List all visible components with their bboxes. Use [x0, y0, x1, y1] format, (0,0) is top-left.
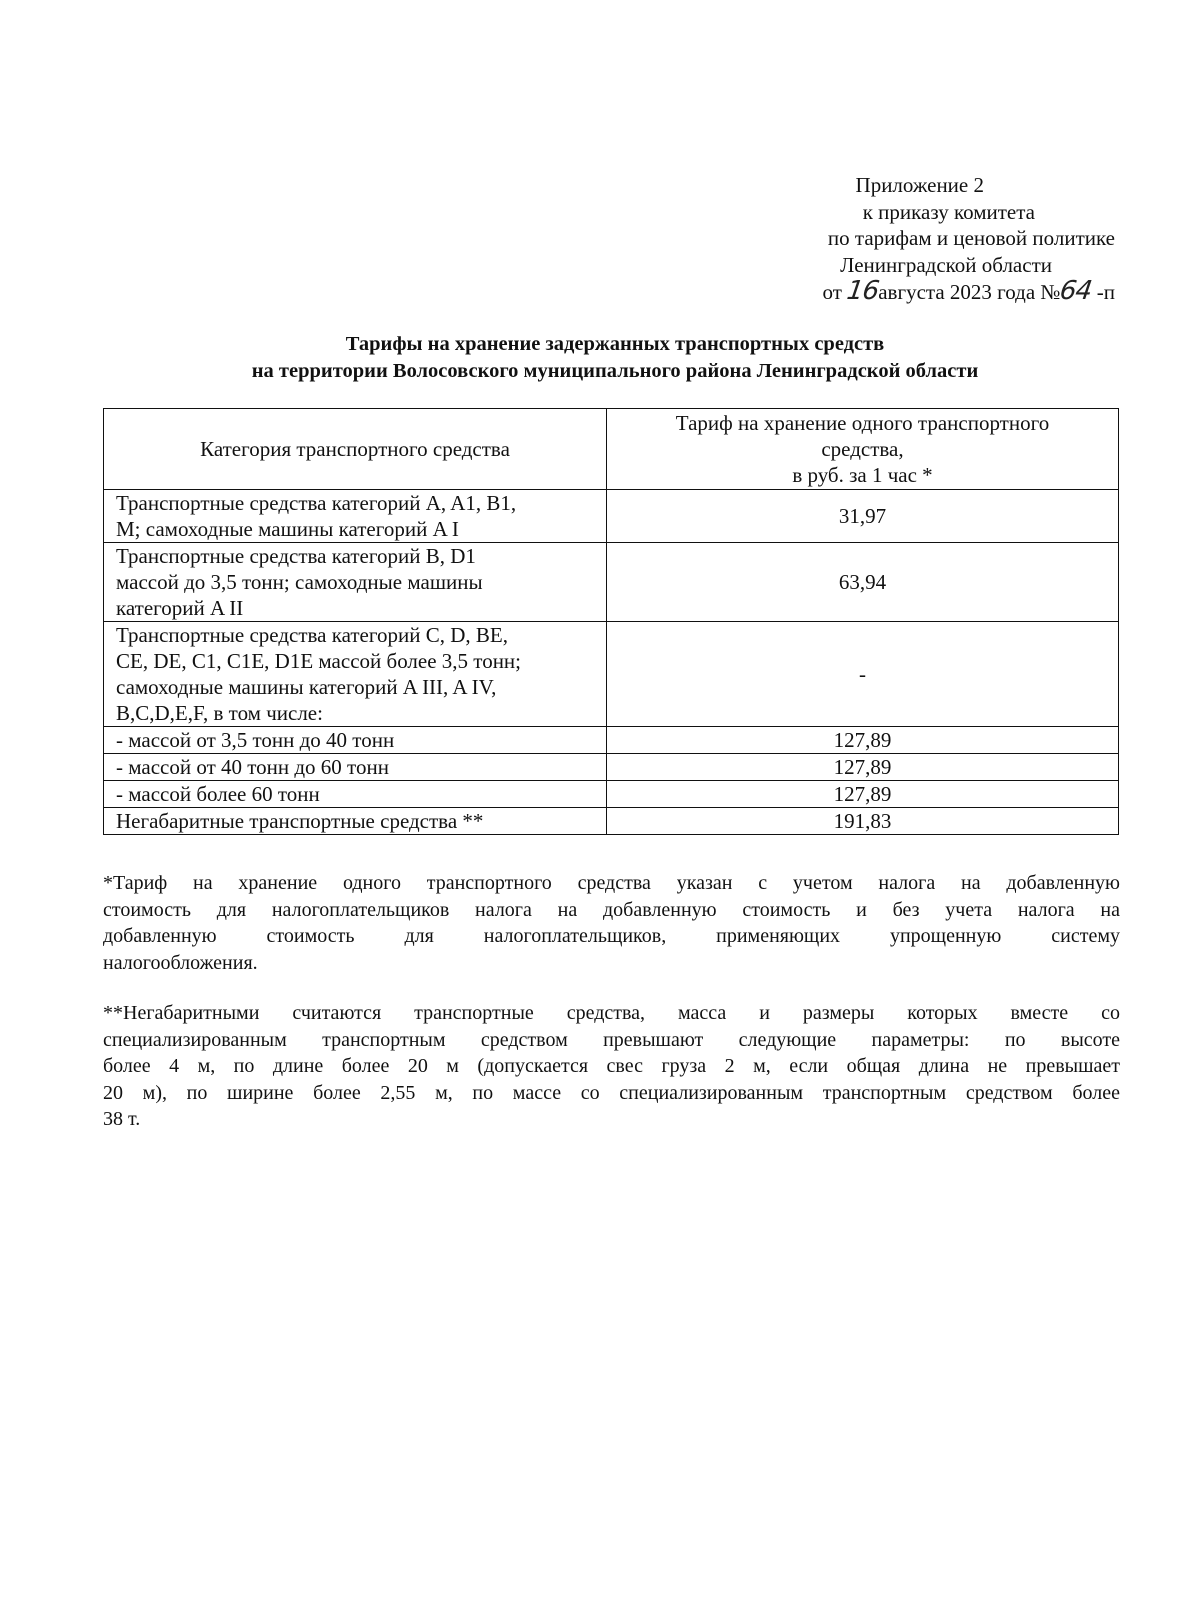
table-row: [104, 490, 1119, 543]
handwritten-number: 64: [1058, 276, 1094, 306]
title-line-2: на территории Волосовского муниципального района Ленинградской области: [251, 360, 979, 382]
table-row: [104, 781, 1119, 808]
table-row: [104, 808, 1119, 835]
handwritten-day: 16: [845, 276, 881, 306]
tariff-table: [103, 408, 1119, 835]
category-line: - массой более 60 тонн: [116, 782, 320, 806]
footnote-line: специализированным транспортным средством превышают следующие параметры: по высоте: [103, 1028, 1120, 1051]
cell-category: [104, 622, 607, 727]
category-line: самоходные машины категорий A III, A IV,: [116, 675, 497, 699]
category-line: M; самоходные машины категорий A I: [116, 517, 459, 541]
cell-tariff: 63,94: [607, 543, 1119, 622]
cell-tariff: 31,97: [607, 490, 1119, 543]
category-line: Транспортные средства категорий A, A1, B1,: [116, 491, 517, 515]
date-middle: августа 2023 года №: [878, 280, 1061, 304]
appendix-order-ref: к приказу комитета: [862, 199, 1035, 224]
table-header-row: [104, 409, 1119, 490]
cell-category: [104, 727, 607, 754]
table-body: [104, 490, 1119, 835]
footnote-line: *Тариф на хранение одного транспортного средства указан с учетом налога на добавленную: [103, 872, 1120, 894]
appendix-date-line: [600, 278, 1115, 306]
cell-category: [104, 543, 607, 622]
category-line: B,C,D,E,F, в том числе:: [116, 701, 323, 725]
document-title: [100, 331, 1130, 385]
cell-tariff: 191,83: [607, 808, 1119, 835]
cell-tariff: 127,89: [607, 727, 1119, 754]
header-tariff: [607, 409, 1119, 490]
date-prefix: от: [822, 280, 842, 304]
cell-category: [104, 808, 607, 835]
cell-category: [104, 781, 607, 808]
header-category: Категория транспортного средства: [104, 409, 607, 490]
table-row: [104, 543, 1119, 622]
category-line: Транспортные средства категорий B, D1: [116, 544, 476, 568]
category-line: - массой от 40 тонн до 60 тонн: [116, 755, 389, 779]
header-tariff-line-2: средства,: [821, 437, 904, 461]
category-line: - массой от 3,5 тонн до 40 тонн: [116, 728, 395, 752]
appendix-header: [600, 172, 1115, 306]
table-row: [104, 727, 1119, 754]
category-line: Негабаритные транспортные средства **: [116, 809, 484, 833]
category-line: массой до 3,5 тонн; самоходные машины: [116, 570, 483, 594]
appendix-label: Приложение 2: [855, 173, 984, 197]
footnote-vat: [103, 870, 1120, 976]
cell-tariff: -: [607, 622, 1119, 727]
header-tariff-line-3: в руб. за 1 час *: [792, 463, 933, 487]
category-line: Транспортные средства категорий C, D, BE,: [116, 623, 508, 647]
title-line-1: Тарифы на хранение задержанных транспортных средств: [345, 333, 885, 355]
table-row: [104, 622, 1119, 727]
footnote-oversized: [103, 1000, 1120, 1133]
table-row: [104, 754, 1119, 781]
cell-category: [104, 754, 607, 781]
appendix-committee: по тарифам и ценовой политике: [827, 226, 1115, 250]
cell-tariff: 127,89: [607, 781, 1119, 808]
cell-category: [104, 490, 607, 543]
order-suffix: -п: [1096, 280, 1115, 304]
footnote-line: 20 м), по ширине более 2,55 м, по массе со специализированным транспортным средством более: [103, 1081, 1120, 1104]
footnote-line: добавленную стоимость для налогоплательщиков, применяющих упрощенную систему: [103, 925, 1120, 947]
footnote-line: стоимость для налогоплательщиков налога на добавленную стоимость и без учета налога на: [103, 898, 1120, 921]
cell-tariff: 127,89: [607, 754, 1119, 781]
category-line: CE, DE, C1, C1E, D1E массой более 3,5 тонн;: [116, 649, 521, 673]
footnote-line: 38 т.: [103, 1108, 141, 1130]
category-line: категорий A II: [116, 596, 244, 620]
footnote-line: более 4 м, по длине более 20 м (допускается свес груза 2 м, если общая длина не превышает: [103, 1055, 1120, 1077]
header-tariff-line-1: Тариф на хранение одного транспортного: [675, 411, 1050, 435]
footnote-line: **Негабаритными считаются транспортные средства, масса и размеры которых вместе со: [103, 1002, 1120, 1024]
footnote-line: налогообложения.: [103, 951, 258, 974]
appendix-region: Ленинградской области: [840, 252, 1052, 277]
